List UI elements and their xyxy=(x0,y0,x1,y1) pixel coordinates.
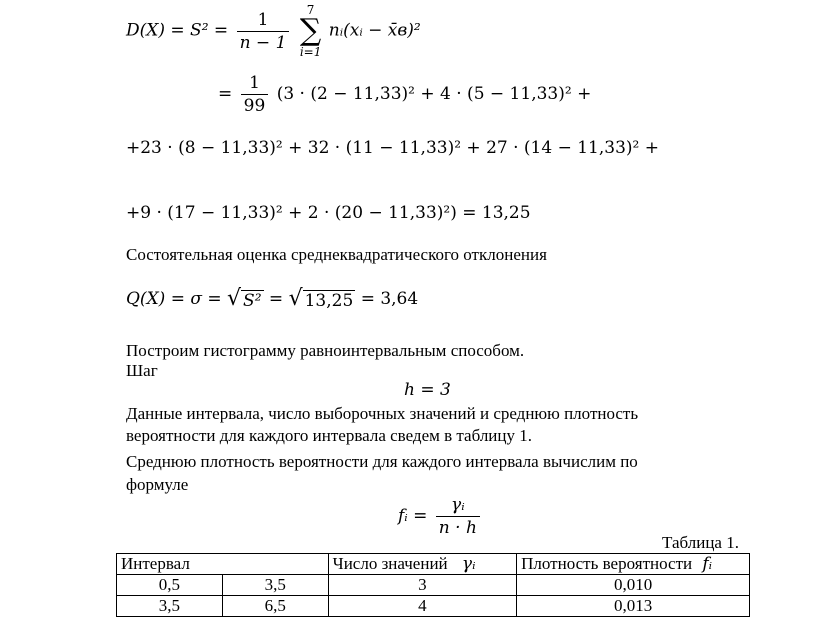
summation-sign: 7 ∑ i=1 xyxy=(299,3,322,59)
sqrt-value: √ 13,25 xyxy=(288,286,354,311)
table-intro-line-1: Данные интервала, число выборочных значений и среднюю плотность xyxy=(126,404,639,423)
variance-formula xyxy=(126,4,421,58)
header-count xyxy=(328,554,516,575)
fraction-one-over-99 xyxy=(241,72,269,117)
step-label: Шаг xyxy=(126,361,158,380)
header-count-label: Число значений xyxy=(332,554,448,573)
sum-upper-limit: 7 xyxy=(306,3,315,17)
consistent-estimate-text: Состоятельная оценка среднеквадратического отклонения xyxy=(126,245,547,264)
table-header-row xyxy=(117,554,750,575)
expansion-expression: (3 · (2 − 11,33)² + 4 · (5 − 11,33)² + xyxy=(276,84,592,104)
sqrt-radicand: 13,25 xyxy=(304,291,354,311)
header-density-label: Плотность вероятности xyxy=(521,554,693,573)
data-table xyxy=(116,553,750,617)
fraction-denominator: n − 1 xyxy=(237,31,290,54)
cell-interval-end: 6,5 xyxy=(222,596,328,617)
fraction-numerator: 1 xyxy=(257,9,269,30)
std-result: = 3,64 xyxy=(360,289,419,309)
cell-interval-end: 3,5 xyxy=(222,575,328,596)
density-lhs: fᵢ = xyxy=(398,506,428,526)
density-formula xyxy=(398,494,483,539)
variance-expansion-line-1 xyxy=(218,72,591,117)
variance-lhs: D(X) = S² = xyxy=(126,20,229,41)
sum-term: nᵢ(xᵢ − x̄в)² xyxy=(328,20,421,41)
table-caption: Таблица 1. xyxy=(662,533,739,552)
std-deviation-formula xyxy=(126,288,418,311)
variance-expansion-line-3: +9 · (17 − 11,33)² + 2 · (20 − 11,33)²) = 13,25 xyxy=(126,203,531,223)
header-density xyxy=(517,554,750,575)
sqrt-radicand: S² xyxy=(243,291,262,311)
std-lhs: Q(X) = σ = xyxy=(126,289,222,309)
density-intro-line-1: Среднюю плотность вероятности для каждого интервала вычислим по xyxy=(126,452,638,471)
step-formula: h = 3 xyxy=(404,380,451,400)
density-fraction xyxy=(436,494,480,539)
table-row xyxy=(117,575,750,596)
cell-density: 0,013 xyxy=(517,596,750,617)
cell-interval-start: 0,5 xyxy=(117,575,223,596)
fraction-numerator: 1 xyxy=(249,73,260,93)
cell-density: 0,010 xyxy=(517,575,750,596)
fraction-denominator: n · h xyxy=(436,516,480,539)
equals-sign: = xyxy=(218,84,233,104)
sqrt-s-squared: √ S² xyxy=(227,286,262,311)
fraction-denominator: 99 xyxy=(241,94,269,117)
fraction-numerator: γᵢ xyxy=(451,495,465,515)
density-intro-line-2: формуле xyxy=(126,475,189,494)
equals-sign: = xyxy=(268,289,284,309)
header-density-symbol: fᵢ xyxy=(702,554,713,574)
table-intro-line-2: вероятности для каждого интервала сведем в таблицу 1. xyxy=(126,426,532,445)
cell-count: 4 xyxy=(328,596,516,617)
table-row xyxy=(117,596,750,617)
histogram-text: Построим гистограмму равноинтервальным способом. xyxy=(126,341,525,360)
sum-lower-limit: i=1 xyxy=(299,45,322,59)
cell-count: 3 xyxy=(328,575,516,596)
variance-fraction xyxy=(237,9,290,54)
variance-expansion-line-2: +23 · (8 − 11,33)² + 32 · (11 − 11,33)² + 27 · (14 − 11,33)² + xyxy=(126,138,660,158)
header-interval: Интервал xyxy=(117,554,329,575)
cell-interval-start: 3,5 xyxy=(117,596,223,617)
header-count-symbol: γᵢ xyxy=(461,554,476,574)
